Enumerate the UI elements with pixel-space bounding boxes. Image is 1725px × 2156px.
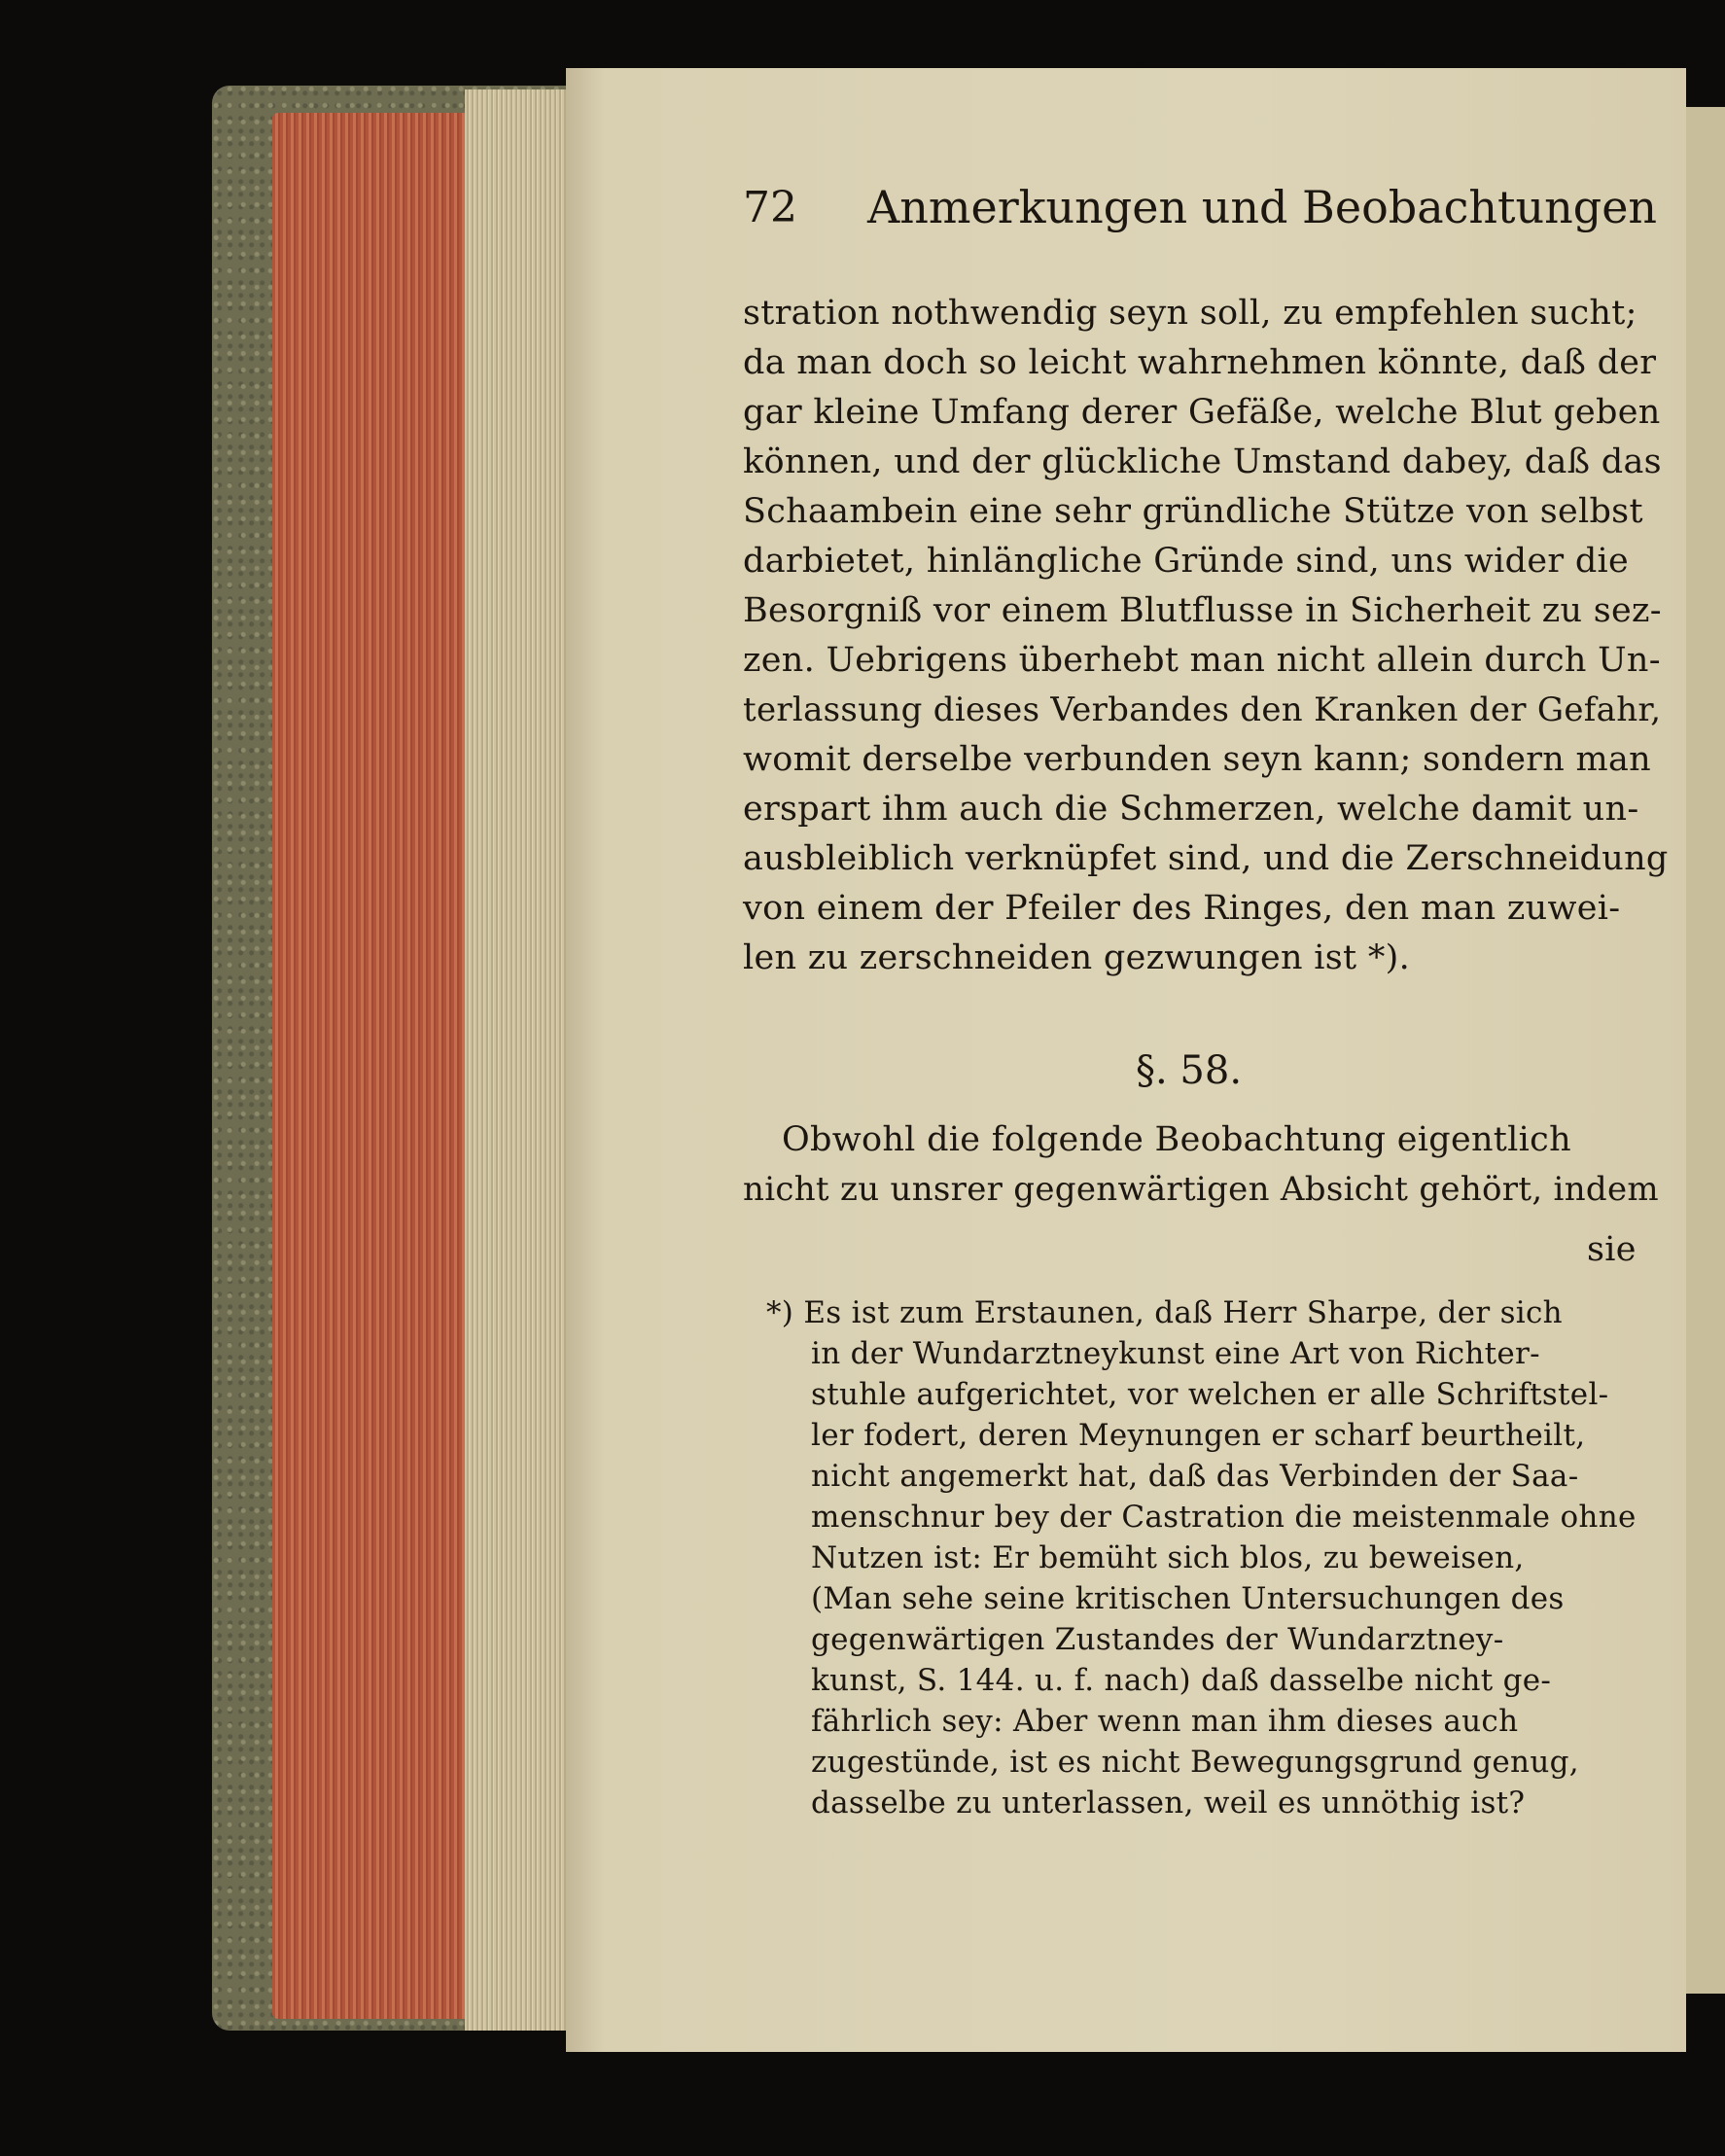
footnote-line: stuhle aufgerichtet, vor welchen er alle Schriftstel- [811, 1377, 1609, 1412]
page-number: 72 [743, 183, 797, 232]
body-line: erspart ihm auch die Schmerzen, welche damit un- [743, 790, 1639, 829]
footnote-line: ler fodert, deren Meynungen er scharf beurtheilt, [811, 1418, 1586, 1453]
section-line: Obwohl die folgende Beobachtung eigentlich [782, 1120, 1571, 1159]
section-heading: §. 58. [1136, 1048, 1243, 1093]
footnote-line: Nutzen ist: Er bemüht sich blos, zu beweisen, [811, 1540, 1525, 1575]
footnote-line: fährlich sey: Aber wenn man ihm dieses auch [811, 1704, 1519, 1739]
footnote-line: (Man sehe seine kritischen Untersuchungen des [811, 1581, 1565, 1616]
catchword: sie [1587, 1230, 1637, 1269]
footnote-line: zugestünde, ist es nicht Bewegungsgrund genug, [811, 1745, 1579, 1780]
page-edge-red [272, 113, 467, 2019]
body-line: terlassung dieses Verbandes den Kranken der Gefahr, [743, 690, 1662, 729]
body-line: Besorgniß vor einem Blutflusse in Sicherheit zu sez- [743, 591, 1662, 630]
body-line: len zu zerschneiden gezwungen ist *). [743, 938, 1411, 977]
body-line: Schaambein eine sehr gründliche Stütze von selbst [743, 492, 1643, 531]
body-line: gar kleine Umfang derer Gefäße, welche Blut geben [743, 393, 1661, 432]
body-line: ausbleiblich verknüpfet sind, und die Zerschneidung [743, 839, 1669, 878]
book-page [566, 68, 1686, 2052]
body-line: womit derselbe verbunden seyn kann; sondern man [743, 740, 1652, 779]
running-title: Anmerkungen und Beobachtungen [867, 181, 1658, 233]
page-stack [465, 89, 572, 2031]
body-line: stration nothwendig seyn soll, zu empfehlen sucht; [743, 294, 1637, 333]
body-line: da man doch so leicht wahrnehmen könnte, daß der [743, 343, 1657, 382]
section-line: nicht zu unsrer gegenwärtigen Absicht gehört, indem [743, 1170, 1659, 1209]
body-line: zen. Uebrigens überhebt man nicht allein durch Un- [743, 641, 1661, 680]
footnote-line: dasselbe zu unterlassen, weil es unnöthig ist? [811, 1785, 1526, 1820]
footnote-line: in der Wundarztneykunst eine Art von Richter- [811, 1336, 1540, 1371]
footnote-line: nicht angemerkt hat, daß das Verbinden der Saa- [811, 1459, 1579, 1494]
body-line: darbietet, hinlängliche Gründe sind, uns wider die [743, 542, 1630, 581]
footnote-line: menschnur bey der Castration die meistenmale ohne [811, 1500, 1637, 1535]
facing-page-edge [1686, 107, 1725, 1994]
body-line: von einem der Pfeiler des Ringes, den man zuwei- [743, 889, 1621, 928]
footnote-line: *) Es ist zum Erstaunen, daß Herr Sharpe, der sich [766, 1295, 1563, 1330]
body-line: können, und der glückliche Umstand dabey, daß das [743, 442, 1662, 481]
footnote-line: gegenwärtigen Zustandes der Wundarztney- [811, 1622, 1504, 1657]
footnote-line: kunst, S. 144. u. f. nach) daß dasselbe nicht ge- [811, 1663, 1552, 1698]
